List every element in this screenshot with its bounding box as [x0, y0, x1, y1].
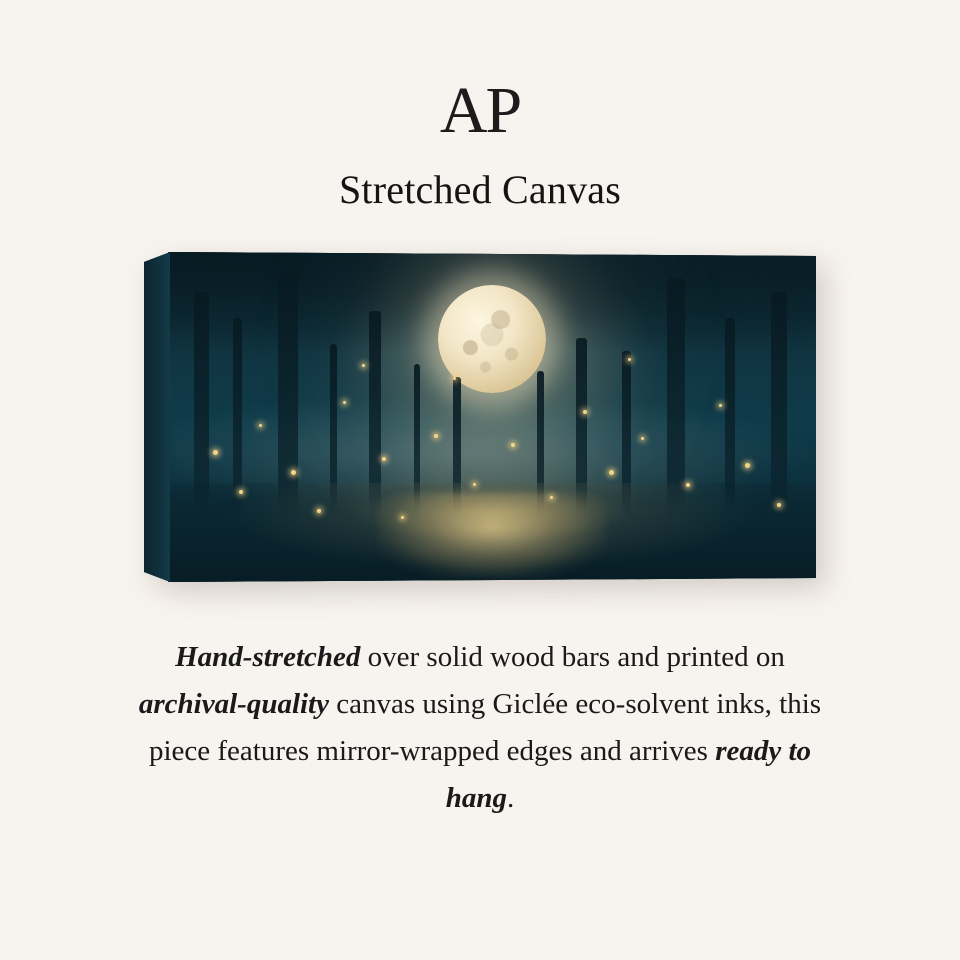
artwork-image: [168, 252, 816, 582]
description-emphasis-2: archival-quality: [138, 687, 329, 720]
firefly: [259, 424, 262, 427]
description-plain-1: over solid wood bars and printed on: [360, 641, 785, 673]
brand-monogram: AP: [439, 74, 521, 147]
firefly: [291, 470, 296, 475]
firefly: [777, 503, 781, 507]
firefly: [609, 470, 614, 475]
firefly: [628, 358, 631, 361]
firefly: [719, 404, 722, 407]
firefly: [382, 457, 386, 461]
canvas-artwork-face: [168, 252, 816, 582]
firefly: [641, 437, 644, 440]
description-plain-2: canvas using Giclée eco-solvent inks, this piece features mirror-wrapped edges and arrives: [148, 687, 822, 767]
product-description: [130, 634, 830, 822]
firefly: [434, 434, 438, 438]
description-plain-3: .: [507, 781, 515, 814]
description-emphasis-1: Hand-stretched: [175, 641, 361, 673]
description-text: [139, 641, 821, 814]
page-title: Stretched Canvas: [338, 167, 621, 212]
description-emphasis-3: ready to hang: [445, 734, 812, 814]
firefly: [473, 483, 476, 486]
canvas-mockup: [144, 252, 816, 582]
glowing-path: [377, 493, 607, 579]
canvas-wrapped-edge: [144, 252, 170, 582]
firefly: [239, 490, 243, 494]
firefly: [745, 463, 750, 468]
firefly: [343, 401, 346, 404]
